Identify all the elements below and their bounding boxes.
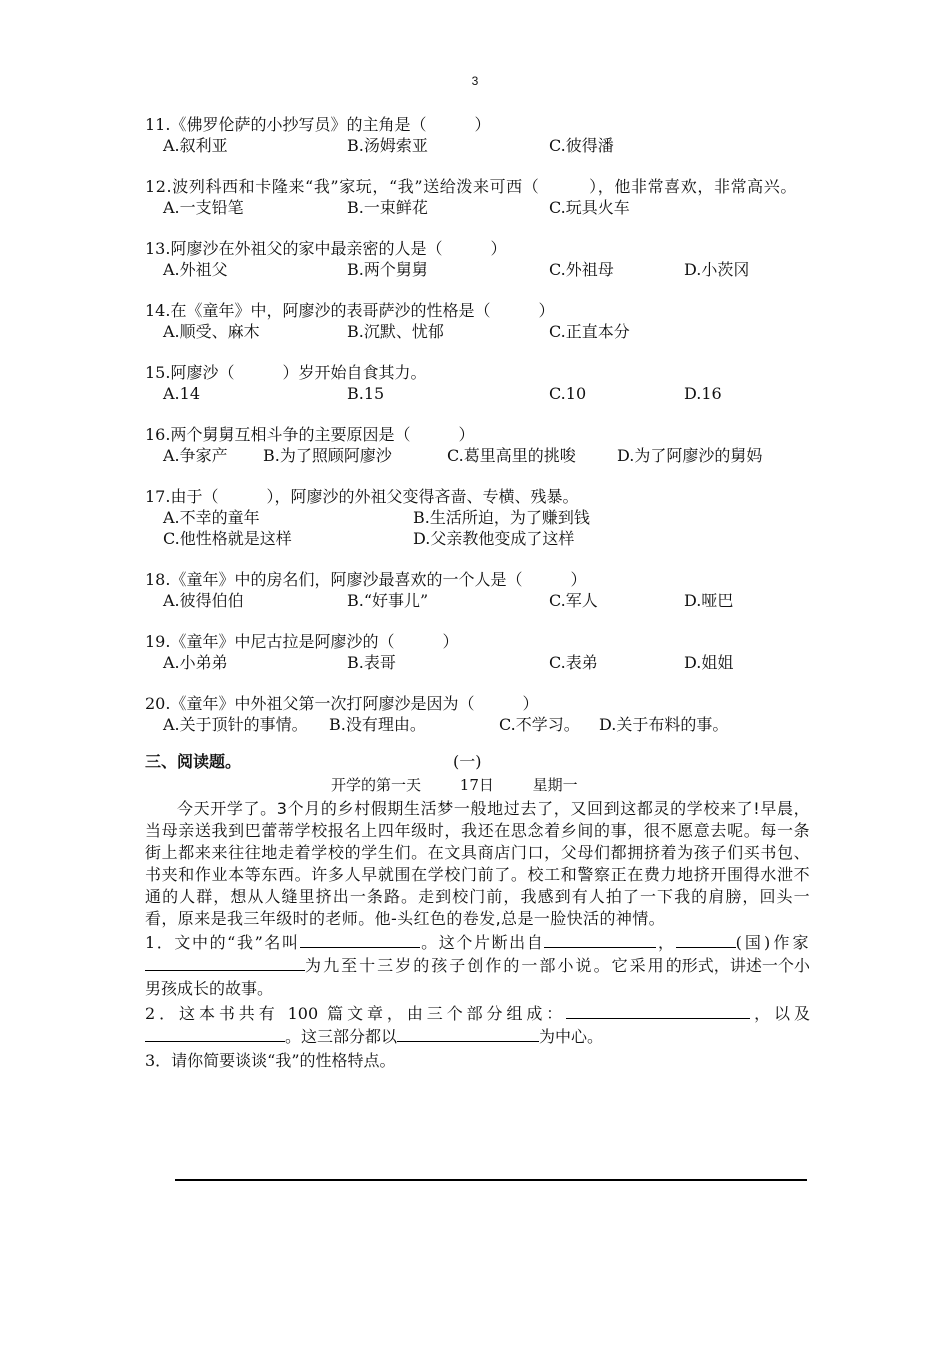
option-d[interactable]: D.关于布料的事。	[599, 715, 729, 734]
option-a[interactable]: A.顺受、麻木	[163, 322, 260, 341]
question-stem: 11.《佛罗伦萨的小抄写员》的主角是（ ）	[145, 115, 491, 134]
option-b[interactable]: B.两个舅舅	[347, 260, 428, 279]
option-c[interactable]: C.军人	[549, 591, 598, 610]
option-d[interactable]: D.姐姐	[684, 653, 734, 672]
option-b[interactable]: B.汤姆索亚	[347, 136, 428, 155]
question-14	[145, 300, 810, 342]
option-row	[145, 135, 810, 156]
option-a[interactable]: A.外祖父	[163, 260, 228, 279]
question-11	[145, 114, 810, 156]
question-stem: 17.由于（ ），阿廖沙的外祖父变得吝啬、专横、残暴。	[145, 487, 579, 506]
option-row	[145, 507, 810, 528]
passage-title-line	[331, 774, 810, 796]
question-19	[145, 631, 810, 673]
option-a[interactable]: A.小弟弟	[163, 653, 228, 672]
option-row	[145, 590, 810, 611]
option-row	[145, 321, 810, 342]
question-17	[145, 486, 810, 549]
reading-question-3: 3．请你简要谈谈“我”的性格特点。	[145, 1051, 396, 1070]
question-stem: 14.在《童年》中，阿廖沙的表哥萨沙的性格是（ ）	[145, 301, 555, 320]
question-16	[145, 424, 810, 466]
option-c[interactable]: C.玩具火车	[549, 198, 630, 217]
option-row	[145, 259, 810, 280]
option-c[interactable]: C.外祖母	[549, 260, 614, 279]
option-b[interactable]: B.生活所迫，为了赚到钱	[413, 508, 590, 527]
passage-weekday: 星期一	[532, 776, 578, 794]
option-c[interactable]: C.葛里高里的挑唆	[447, 446, 576, 465]
passage-title: 开学的第一天	[331, 776, 422, 794]
option-a[interactable]: A.彼得伯伯	[163, 591, 244, 610]
answer-blank[interactable]	[145, 1025, 285, 1042]
option-d[interactable]: D.16	[684, 384, 722, 403]
option-d[interactable]: D.为了阿廖沙的舅妈	[617, 446, 763, 465]
question-stem: 18.《童年》中的房名们，阿廖沙最喜欢的一个人是（ ）	[145, 570, 587, 589]
option-a[interactable]: A.一支铅笔	[163, 198, 244, 217]
answer-line[interactable]	[175, 1179, 807, 1181]
option-d[interactable]: D.小茨冈	[684, 260, 750, 279]
part-label: (一)	[453, 752, 482, 771]
reading-section-header	[145, 751, 810, 773]
answer-blank[interactable]	[145, 954, 305, 971]
question-20	[145, 693, 810, 735]
option-row	[145, 528, 810, 549]
answer-blank[interactable]	[397, 1025, 539, 1042]
question-12	[145, 176, 810, 218]
question-13	[145, 238, 810, 280]
option-b[interactable]: B.表哥	[347, 653, 396, 672]
question-stem: 20.《童年》中外祖父第一次打阿廖沙是因为（ ）	[145, 694, 539, 713]
option-c[interactable]: C.10	[549, 384, 587, 403]
option-d[interactable]: D.父亲教他变成了这样	[413, 529, 575, 548]
option-c[interactable]: C.不学习。	[499, 715, 580, 734]
option-b[interactable]: B.没有理由。	[329, 715, 426, 734]
option-b[interactable]: B.一束鲜花	[347, 198, 428, 217]
reading-passage: 今天开学了。3个月的乡村假期生活梦一般地过去了，又回到这都灵的学校来了!早晨，当母亲送我到巴蕾蒂学校报名上四年级时，我还在思念着乡间的事，很不愿意去呢。每一条街上都来来往往地走着学校的学生们。在文具商店门口，父母们都拥挤着为孩子们买书包、书夹和作业本等东西。许多人早就围在学校门前了。校工和警察正在费力地挤开围得水泄不通的人群，想从人缝里挤出一条路。走到校门前，我感到有人拍了一下我的肩膀，回头一看，原来是我三年级时的老师。他-头红色的卷发,总是一脸快活的神情。	[145, 799, 810, 928]
question-list	[145, 114, 810, 1072]
option-c[interactable]: C.表弟	[549, 653, 598, 672]
option-c[interactable]: C.彼得潘	[549, 136, 614, 155]
option-b[interactable]: B.15	[347, 384, 385, 403]
question-stem: 12.波列科西和卡隆来“我”家玩，“我”送给泼来可西（ ），他非常喜欢，非常高兴。	[145, 177, 797, 196]
section-title: 三、阅读题。	[145, 752, 242, 771]
option-row	[145, 652, 810, 673]
reading-question-2: 2．这本书共有 100 篇文章，由三个部分组成： ，以及。这三部分都以 为中心。	[145, 1004, 810, 1046]
option-a[interactable]: A.争家产	[163, 446, 228, 465]
option-a[interactable]: A.14	[163, 384, 200, 403]
question-stem: 15.阿廖沙（ ）岁开始自食其力。	[145, 363, 427, 382]
option-a[interactable]: A.叙利亚	[163, 136, 228, 155]
option-a[interactable]: A.关于顶针的事情。	[163, 715, 308, 734]
question-stem: 19.《童年》中尼古拉是阿廖沙的（ ）	[145, 632, 459, 651]
option-c[interactable]: C.他性格就是这样	[163, 529, 292, 548]
page-number: 3	[471, 74, 479, 88]
question-15	[145, 362, 810, 404]
answer-blank[interactable]	[300, 931, 420, 948]
question-stem: 16.两个舅舅互相斗争的主要原因是（ ）	[145, 425, 475, 444]
answer-blank[interactable]	[544, 931, 656, 948]
option-a[interactable]: A.不幸的童年	[163, 508, 260, 527]
answer-blank[interactable]	[676, 931, 736, 948]
option-c[interactable]: C.正直本分	[549, 322, 630, 341]
question-stem: 13.阿廖沙在外祖父的家中最亲密的人是（ ）	[145, 239, 507, 258]
reading-question-1: 1．文中的“我”名叫 。这个片断出自 ， (国)作家为九至十三岁的孩子创作的一部小说。它采用的形式，讲述一个小男孩成长的故事。	[145, 933, 810, 998]
option-row	[145, 383, 810, 404]
option-b[interactable]: B.为了照顾阿廖沙	[263, 446, 392, 465]
option-b[interactable]: B.“好事儿”	[347, 591, 429, 610]
option-row	[145, 714, 810, 735]
option-row	[145, 445, 810, 466]
option-row	[145, 197, 810, 218]
question-18	[145, 569, 810, 611]
answer-blank[interactable]	[566, 1002, 750, 1019]
option-d[interactable]: D.哑巴	[684, 591, 734, 610]
passage-date: 17日	[459, 776, 494, 794]
option-b[interactable]: B.沉默、忧郁	[347, 322, 444, 341]
